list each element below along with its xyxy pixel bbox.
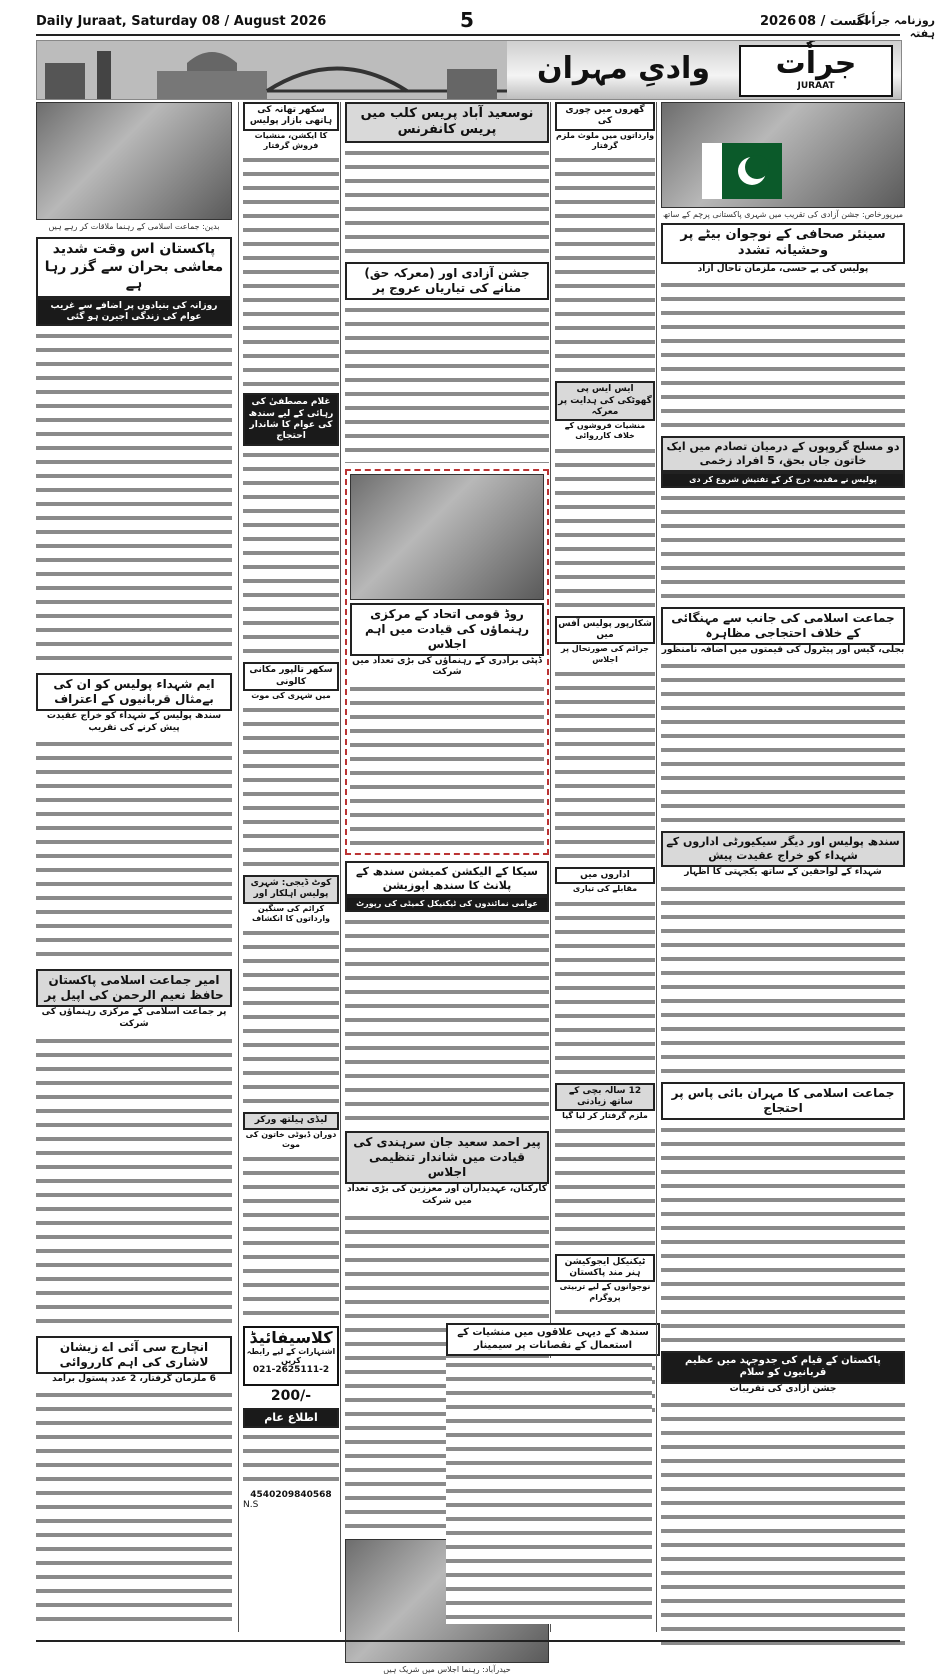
subhead-police-tribute: شہداء کے لواحقین کے ساتھ یکجہتی کا اظہار	[684, 866, 882, 877]
photo-meeting	[36, 102, 232, 220]
logo-sub: JURAAT	[797, 81, 835, 91]
article-body	[36, 1388, 232, 1626]
headline-institutions: اداروں میں	[555, 867, 655, 884]
subhead-police-martyrs: سندھ پولیس کے شہداء کو خراج عقیدت پیش کرنے کی تقریب	[46, 711, 222, 733]
article-body	[243, 1152, 339, 1320]
headline-independence-day: جشن آزادی اور (معرکہ حق) منانے کی تیاریاں عروج پر	[345, 262, 549, 300]
notice-title: اطلاع عام	[243, 1408, 339, 1428]
headline-jamaat-appeal: امیر جماعت اسلامی پاکستان حافظ نعیم الرحمن کی اپیل پر	[36, 969, 232, 1007]
headline-inflation-protest: جماعت اسلامی کی جانب سے مہنگائی کے خلاف احتجاجی مظاہرہ	[661, 607, 905, 645]
article-body	[661, 882, 905, 1078]
article-body	[36, 1034, 232, 1330]
skyline-illustration	[37, 41, 507, 99]
article-body	[555, 667, 655, 863]
classified-body: اشتہارات کے لیے رابطہ کریں	[246, 1347, 336, 1366]
headline-talpur-colony: سکھر تالپور مکانی کالونی	[243, 662, 339, 691]
subhead-kot-diji: کرائم کی سنگین وارداتوں کا انکشاف	[251, 903, 331, 924]
article-body	[243, 153, 339, 389]
headline-sukkur-police: سکھر تھانہ کی ہاتھی بازار پولیس	[243, 102, 339, 131]
subhead-ghotki-ssp: منشیات فروشوں کے خلاف کارروائی	[564, 421, 646, 441]
folio-paper-name: روزنامہ جراٗت، ہفتہ	[856, 14, 935, 40]
column-5	[656, 102, 905, 1632]
classified-price: 200/-	[270, 1388, 312, 1405]
classified-title: کلاسیفائیڈ	[249, 1328, 333, 1348]
article-body	[555, 444, 655, 612]
article-body	[555, 1124, 655, 1250]
subhead-peer-meeting: کارکنان، عہدیداران اور معززین کی بڑی تعداد میں شرکت	[347, 1184, 547, 1207]
headline-national-alliance: روڈ قومی اتحاد کے مرکزی رہنماؤں کی قیادت میں اہم اجلاس	[350, 603, 544, 656]
headline-drug-seminar: سندھ کے دیہی علاقوں میں منشیات کے استعمال کے نقصانات پر سیمینار	[446, 1323, 660, 1356]
subhead-journalist-son: پولیس کی بے حسی، ملزمان تاحال آزاد	[697, 263, 869, 274]
headline-bypass-protest: جماعت اسلامی کا مہران بائی پاس پر احتجاج	[661, 1082, 905, 1120]
notice-cnic: 4540209840568	[250, 1490, 332, 1501]
subhead-child-case: ملزم گرفتار کر لیا گیا	[562, 1111, 648, 1121]
headline-health-worker: لیڈی ہیلتھ ورکر	[243, 1112, 339, 1129]
article-body	[661, 659, 905, 827]
folio-date-english: Daily Juraat, Saturday 08 / August 2026	[36, 14, 327, 29]
notice-body	[243, 1430, 339, 1490]
subhead-national-alliance: ڈپٹی برادری کے رہنماؤں کی بڑی تعداد میں شرکت	[352, 655, 542, 678]
article-body	[243, 448, 339, 658]
subhead-economic-crisis: روزانہ کی بنیادوں پر اضافے سے غریب عوام کی زندگی اجیرن ہو گئی	[36, 298, 232, 327]
article-body	[555, 897, 655, 1079]
article-body	[661, 1123, 905, 1347]
article-body	[446, 1358, 652, 1624]
featured-box	[345, 469, 549, 855]
headline-ghotki-ssp: ایس ایس پی گھوٹکی کی ہدایت پر معرکہ	[555, 381, 655, 421]
photo-flag-celebration	[661, 102, 905, 208]
subhead-armed-clash: پولیس نے مقدمہ درج کر کے تفتیش شروع کر دی	[661, 472, 905, 488]
subhead-independence-sacrifices: جشن آزادی کی تقریبات	[729, 1383, 837, 1394]
subhead-health-worker: دوران ڈیوٹی خاتون کی موت	[245, 1129, 337, 1150]
section-title: وادیِ مہران	[537, 51, 710, 86]
headline-kot-diji: کوٹ ڈیجی: شہری پولیس اہلکار اور	[243, 875, 339, 904]
headline-police-tribute: سندھ پولیس اور دیگر سیکیورٹی اداروں کے شہداء کو خراج عقیدت پیش	[661, 831, 905, 867]
logo-text: جراٗت	[775, 46, 857, 81]
article-body	[36, 329, 232, 667]
headline-theft: گھروں میں چوری کی	[555, 102, 655, 131]
headline-technical-education: ٹیکنیکل ایجوکیشن ہنر مند پاکستان	[555, 1254, 655, 1283]
article-body	[36, 737, 232, 963]
headline-press-conference: نوسعید آباد پریس کلب میں پریس کانفرنس	[345, 102, 549, 143]
photo-caption: میرپورخاص: جشن آزادی کی تقریب میں شہری پاکستانی پرچم کے ساتھ	[662, 210, 904, 219]
article-body	[661, 1398, 905, 1650]
photo-caption: حیدرآباد: رہنما اجلاس میں شریک ہیں	[383, 1664, 511, 1674]
photo-press-meeting	[350, 474, 544, 600]
article-body	[345, 915, 549, 1125]
subhead-cia-action: 6 ملزمان گرفتار، 2 عدد پستول برآمد	[52, 1373, 216, 1384]
article-body	[243, 926, 339, 1108]
subhead-jamaat-appeal: پر جماعت اسلامی کے مرکزی رہنماؤں کی شرکت	[41, 1007, 227, 1030]
article-body	[350, 682, 544, 850]
subhead-inflation-protest: بجلی، گیس اور پیٹرول کی قیمتوں میں اضافہ نامنظور	[661, 644, 905, 655]
subhead-technical-education: نوجوانوں کے لیے تربیتی پروگرام	[559, 1282, 651, 1302]
pakistan-flag-icon	[702, 143, 782, 199]
headline-police-martyrs: ایم شہداء پولیس کو ان کی بےمثال قربانیوں کے اعتراف	[36, 673, 232, 711]
newspaper-logo	[739, 45, 893, 97]
page-number: 5	[460, 8, 474, 32]
subhead-theft: وارداتوں میں ملوث ملزم گرفتار	[555, 130, 655, 150]
classified-box	[243, 1326, 339, 1386]
article-body	[243, 703, 339, 871]
headline-economic-crisis: پاکستان اس وقت شدید معاشی بحران سے گزر رہا ہے	[36, 237, 232, 298]
headline-cia-action: انچارج سی آئی اے زیشان لاشاری کی اہم کارروائی	[36, 1336, 232, 1374]
section-banner	[36, 40, 902, 100]
column-2	[238, 102, 339, 1632]
article-body	[345, 146, 549, 258]
article-body	[345, 303, 549, 463]
column-1	[36, 102, 232, 1632]
article-body	[555, 153, 655, 377]
article-body	[661, 491, 905, 603]
headline-journalist-son: سینئر صحافی کے نوجوان بیٹے پر وحشیانہ تشدد	[661, 223, 905, 264]
article-body	[661, 278, 905, 432]
subhead-sepco: عوامی نمائندوں کی ٹیکنیکل کمیٹی کی رپورٹ	[345, 896, 549, 912]
folio-month: اگست / 08	[798, 14, 869, 29]
headline-protest: غلام مصطفیٰ کی رہائی کے لیے سندھ کی عوام کا شاندار احتجاج	[243, 393, 339, 446]
headline-child-case: 12 سالہ بچی کے ساتھ زیادتی	[555, 1083, 655, 1112]
subhead-sukkur-police: کا ایکشن، منشیات فروش گرفتار	[254, 130, 328, 150]
headline-armed-clash: دو مسلح گروپوں کے درمیان تصادم میں ایک خاتون جاں بحق، 5 افراد زخمی	[661, 436, 905, 472]
subhead-shikarpur: جرائم کی صورتحال پر اجلاس	[561, 644, 649, 664]
subhead-institutions: مقابلے کی تیاری	[572, 884, 638, 894]
headline-peer-meeting: پیر احمد سعید جان سرہندی کی قیادت میں شاندار تنظیمی اجلاس	[345, 1131, 549, 1184]
headline-sepco: سیکا کے الیکشن کمیشن سندھ کے پلانٹ کا سندھ اپوزیشن	[345, 861, 549, 897]
top-rule	[36, 34, 900, 36]
headline-independence-sacrifices: پاکستان کے قیام کی جدوجہد میں عظیم قربانیوں کو سلام	[661, 1351, 905, 1384]
subhead-talpur-colony: میں شہری کی موت	[251, 690, 331, 700]
folio-year: 2026	[760, 14, 797, 29]
headline-shikarpur: شکارپور پولیس آفس میں	[555, 616, 655, 645]
bottom-rule	[36, 1640, 900, 1642]
photo-caption: بدین: جماعت اسلامی کے رہنما ملاقات کر رہے ہیں	[48, 222, 220, 231]
classified-phone: 021-2625111-2	[252, 1365, 330, 1376]
notice-signature: N.S	[243, 1500, 259, 1511]
